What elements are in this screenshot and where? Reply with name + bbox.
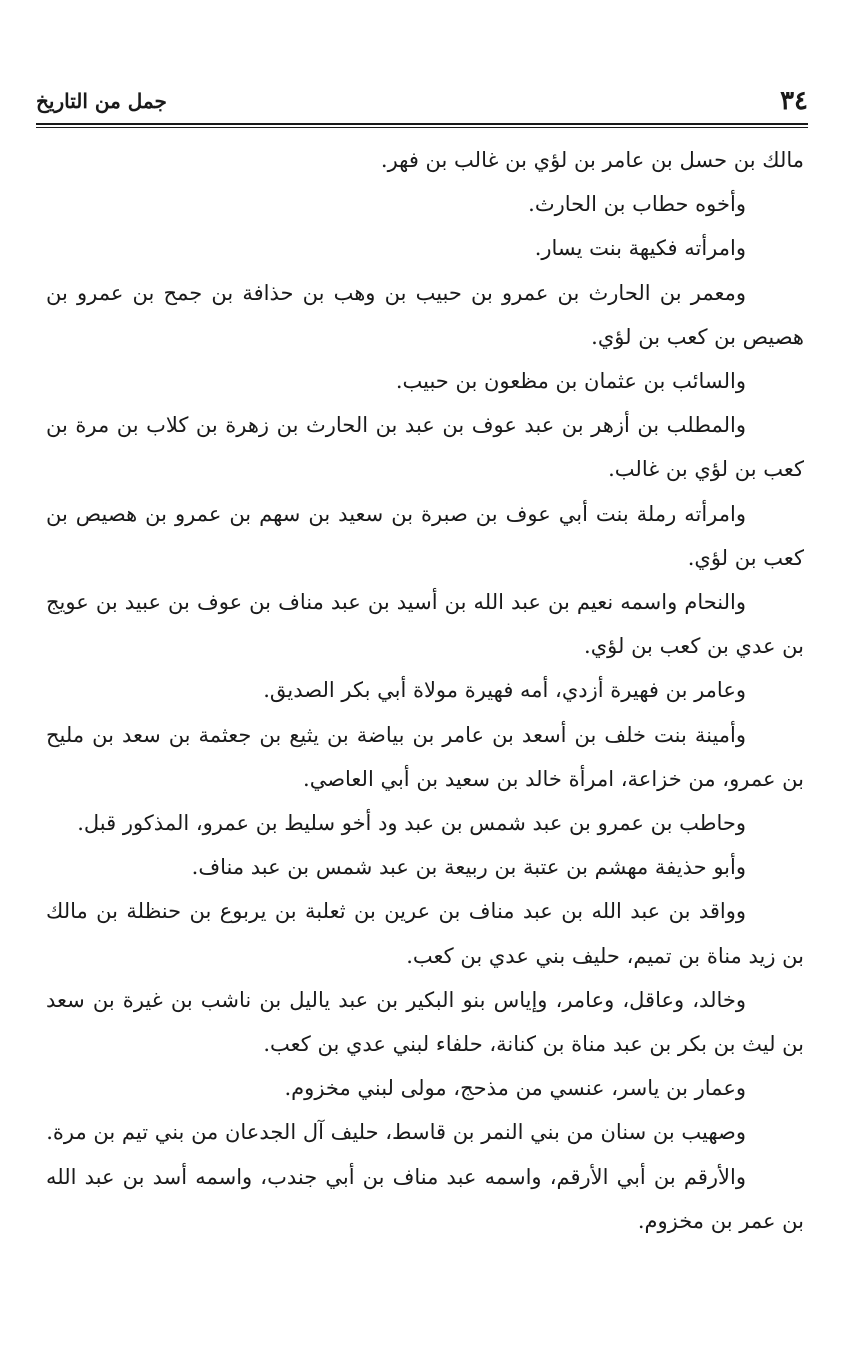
header-rule-thin — [36, 127, 808, 128]
paragraph: والسائب بن عثمان بن مظعون بن حبيب. — [395, 369, 746, 394]
paragraph: وحاطب بن عمرو بن عبد شمس بن عبد ود أخو سليط بن عمرو، المذكور قبل. — [77, 811, 746, 836]
paragraph: وعمار بن ياسر، عنسي من مذحج، مولى لبني مخزوم. — [284, 1076, 746, 1101]
paragraph: مالك بن حسل بن عامر بن لؤي بن غالب بن فهر. — [380, 148, 804, 172]
running-title: جمل من التاريخ — [36, 89, 167, 113]
paragraph: وواقد بن عبد الله بن عبد مناف بن عرين بن ثعلبة بن يربوع بن حنظلة بن مالك بن زيد مناة بن تميم، حليف بني عدي بن كعب. — [46, 899, 804, 968]
paragraph: وخالد، وعاقل، وعامر، وإياس بنو البكير بن عبد ياليل بن ناشب بن غيرة بن سعد بن ليث بن بكر بن عبد مناة بن كنانة، حلفاء لبني عدي بن كعب. — [46, 987, 804, 1057]
paragraph: وامرأته رملة بنت أبي عوف بن صبرة بن سعيد بن سهم بن عمرو بن هصيص بن كعب بن لؤي. — [46, 501, 804, 570]
body-text — [46, 138, 804, 1243]
page-number: ٣٤ — [780, 86, 808, 116]
paragraph: ومعمر بن الحارث بن عمرو بن حبيب بن وهب بن حذافة بن جمح بن عمرو بن هصيص بن كعب بن لؤي. — [46, 280, 804, 349]
paragraph: وعامر بن فهيرة أزدي، أمه فهيرة مولاة أبي بكر الصديق. — [263, 678, 746, 703]
paragraph: والمطلب بن أزهر بن عبد عوف بن عبد بن الحارث بن زهرة بن كلاب بن مرة بن كعب بن لؤي بن غالب. — [46, 413, 804, 482]
paragraph: والنحام واسمه نعيم بن عبد الله بن أسيد بن عبد مناف بن عوف بن عبيد بن عويج بن عدي بن كعب بن لؤي. — [46, 590, 804, 659]
paragraph: والأرقم بن أبي الأرقم، واسمه عبد مناف بن أبي جندب، واسمه أسد بن عبد الله بن عمر بن مخزوم. — [46, 1164, 804, 1233]
paragraph: وأمينة بنت خلف بن أسعد بن عامر بن بياضة بن يثيع بن جعثمة بن سعد بن مليح بن عمرو، من خزاعة، امرأة خالد بن سعيد بن أبي العاصي. — [46, 722, 804, 791]
page-header — [36, 84, 808, 120]
header-rule-thick — [36, 123, 808, 125]
paragraph: وامرأته فكيهة بنت يسار. — [534, 236, 746, 261]
paragraph: وأبو حذيفة مهشم بن عتبة بن ربيعة بن عبد شمس بن عبد مناف. — [191, 855, 746, 880]
paragraph: وصهيب بن سنان من بني النمر بن قاسط، حليف آل الجدعان من بني تيم بن مرة. — [46, 1120, 746, 1145]
paragraph: وأخوه حطاب بن الحارث. — [528, 192, 746, 217]
